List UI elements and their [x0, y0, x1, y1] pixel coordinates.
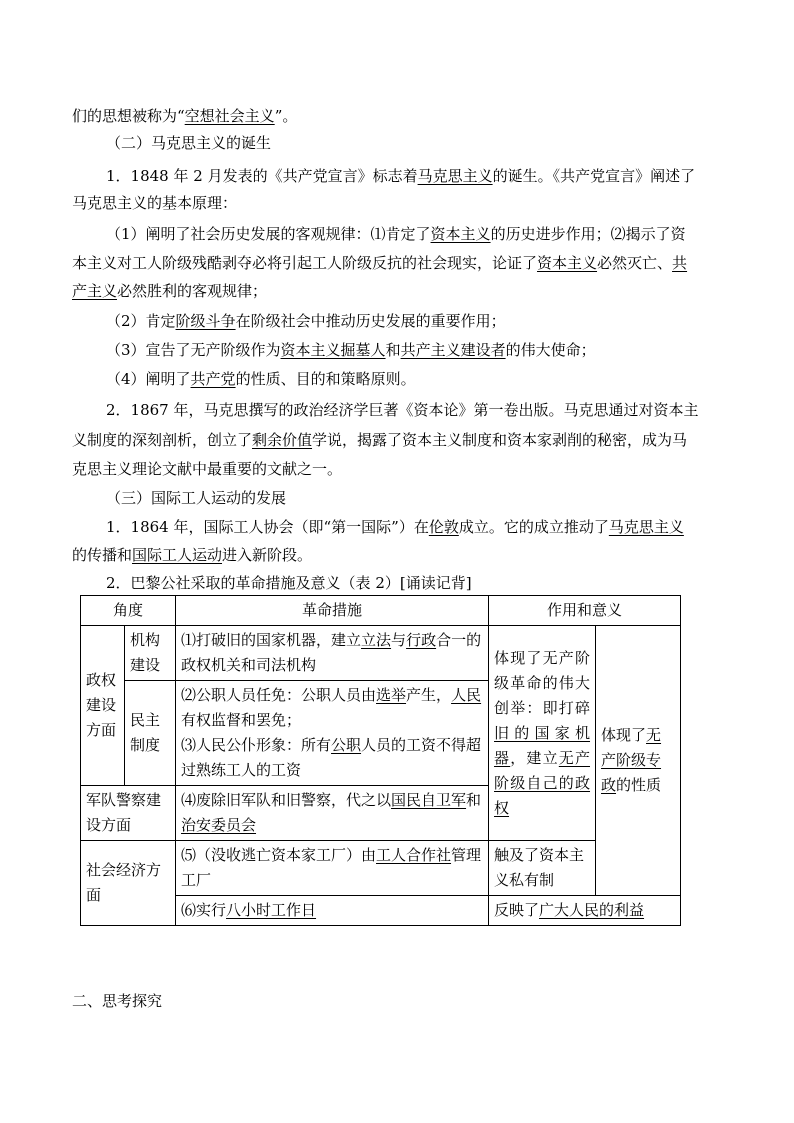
- key-term: 公职: [331, 736, 362, 754]
- measure-2-3: [176, 681, 489, 786]
- text: 的性质: [616, 776, 662, 794]
- role-5: 触及了资本主义私有制: [489, 841, 596, 896]
- key-term: 共产主义建设者: [400, 341, 506, 359]
- paragraph-2-line-1: 2．1867 年，马克思撰写的政治经济学巨著《资本论》第一卷出版。马克思通过对资本主: [106, 401, 699, 419]
- key-term: 资本主义掘墓人: [280, 341, 386, 359]
- text: （4）阐明了: [106, 370, 191, 388]
- paragraph-2-line-2: [72, 427, 722, 453]
- text: 有权监督和罢免；: [181, 711, 302, 729]
- header-angle: 角度: [81, 596, 176, 626]
- text: 与: [391, 631, 407, 649]
- group-politics: 政权建设方面: [81, 626, 125, 786]
- measure-4: [176, 786, 489, 841]
- text: ”。: [274, 107, 298, 125]
- key-term: 治安委员会: [181, 816, 257, 834]
- text: ⑹实行: [181, 901, 227, 919]
- section-heading-2: （二）马克思主义的诞生: [106, 134, 272, 152]
- key-term: 八小时工作日: [226, 901, 317, 919]
- paragraph-1-line-1: [106, 163, 756, 189]
- role-6: [489, 896, 681, 926]
- paris-commune-table: [80, 595, 681, 926]
- text: （3）宣告了无产阶级作为: [106, 341, 281, 359]
- table-header-row: [81, 596, 681, 626]
- text: 们的思想被称为“: [72, 107, 185, 125]
- text: 合一的政权机关和司法机构: [181, 631, 482, 674]
- text: 和: [385, 341, 401, 359]
- text: 体现了无产阶级革命的伟大创举：即打碎: [494, 648, 591, 717]
- key-term: 旧的国家机器: [494, 723, 591, 767]
- key-term: 国民自卫军: [391, 791, 467, 809]
- key-term: 无产阶级专政: [601, 726, 662, 794]
- text: 成立。它的成立推动了: [458, 518, 609, 536]
- text: 本主义对工人阶级残酷剥夺必将引起工人阶级反抗的社会现实，论证了: [72, 254, 538, 272]
- paragraph-3-line-1: [106, 514, 756, 540]
- key-term: 共: [672, 254, 688, 272]
- text: 必然胜利的客观规律；: [117, 282, 268, 300]
- text: 在阶级社会中推动历史发展的重要作用；: [235, 312, 506, 330]
- item-1-line-1: [106, 221, 756, 247]
- subgroup-org: 机构建设: [125, 626, 176, 681]
- key-term: 剩余价值: [252, 431, 313, 449]
- text: 1．1864 年，国际工人协会（即“第一国际”）在: [106, 518, 429, 536]
- measure-1: [176, 626, 489, 681]
- text: 体现了: [601, 726, 647, 744]
- text: 进入新阶段。: [222, 546, 313, 564]
- text: 反映了: [494, 901, 540, 919]
- group-econ: 社会经济方面: [81, 841, 176, 926]
- table-caption: 2．巴黎公社采取的革命措施及意义（表 2）[诵读记背]: [106, 574, 472, 592]
- text: 管理工厂: [181, 846, 482, 889]
- key-term: 马克思主义: [417, 167, 493, 185]
- text: （2）肯定: [106, 312, 176, 330]
- key-term: 行政: [406, 631, 437, 649]
- table-row: [81, 841, 681, 896]
- text: 1．1848 年 2 月发表的《共产党宣言》标志着: [106, 167, 418, 185]
- key-term: 人民: [451, 686, 482, 704]
- paragraph-3-line-2: [72, 542, 722, 568]
- text: 学说，揭露了资本主义制度和资本家剥削的秘密，成为马: [312, 431, 688, 449]
- text: 人员的工资不得超过熟练工人的工资: [181, 736, 482, 779]
- header-role: 作用和意义: [489, 596, 681, 626]
- subgroup-demo: 民主制度: [125, 681, 176, 786]
- item-1-line-3: [72, 278, 722, 304]
- text: ⑶人民公仆形象：所有: [181, 736, 332, 754]
- paragraph-2-line-3: 克思主义理论文献中最重要的文献之一。: [72, 460, 343, 478]
- text: （1）阐明了社会历史发展的客观规律：⑴肯定了: [106, 225, 431, 243]
- section-heading-3: （三）国际工人运动的发展: [106, 489, 287, 507]
- header-measures: 革命措施: [176, 596, 489, 626]
- paragraph-1-line-2: 马克思主义的基本原理：: [72, 194, 238, 212]
- key-term: 马克思主义: [608, 518, 684, 536]
- text: ，建立: [510, 748, 559, 767]
- key-term: 工人合作社: [376, 846, 452, 864]
- text: 必然灭亡、: [597, 254, 673, 272]
- intro-line: [72, 103, 722, 129]
- key-term: 资本主义: [430, 225, 491, 243]
- key-term: 产主义: [72, 282, 118, 300]
- item-1-line-2: [72, 250, 722, 276]
- text: ⑷废除旧军队和旧警察，代之以: [181, 791, 392, 809]
- next-section-heading: 二、思考探究: [72, 992, 163, 1010]
- role-outer: [596, 626, 681, 896]
- table-row: [81, 626, 681, 681]
- text: ⑸（没收逃亡资本家工厂）由: [181, 846, 377, 864]
- key-term: 共产党: [190, 370, 236, 388]
- key-term: 广大人民的利益: [539, 901, 645, 919]
- item-2: [106, 308, 756, 334]
- key-term: 空想社会主义: [184, 107, 275, 125]
- key-term: 国际工人运动: [132, 546, 223, 564]
- text: 的传播和: [72, 546, 133, 564]
- text: 的诞生。《共产党宣言》阐述了: [492, 167, 696, 185]
- role-1: [489, 626, 596, 841]
- measure-5: [176, 841, 489, 896]
- measure-6: [176, 896, 489, 926]
- key-term: 立法: [361, 631, 392, 649]
- item-4: [106, 366, 756, 392]
- text: 和: [466, 791, 482, 809]
- key-term: 选举: [376, 686, 407, 704]
- item-3: [106, 337, 756, 363]
- key-term: 资本主义: [537, 254, 598, 272]
- text: 产生，: [406, 686, 452, 704]
- text: ⑵公职人员任免：公职人员由: [181, 686, 377, 704]
- text: 的历史进步作用；⑵揭示了资: [490, 225, 686, 243]
- key-term: 无产阶级自己的政权: [494, 748, 591, 817]
- key-term: 阶级斗争: [175, 312, 236, 330]
- text: ⑴打破旧的国家机器，建立: [181, 631, 362, 649]
- text: 的性质、目的和策略原则。: [235, 370, 416, 388]
- text: 的伟大使命；: [505, 341, 596, 359]
- group-military: 军队警察建设方面: [81, 786, 176, 841]
- text: 义制度的深刻剖析，创立了: [72, 431, 253, 449]
- key-term: 伦敦: [428, 518, 459, 536]
